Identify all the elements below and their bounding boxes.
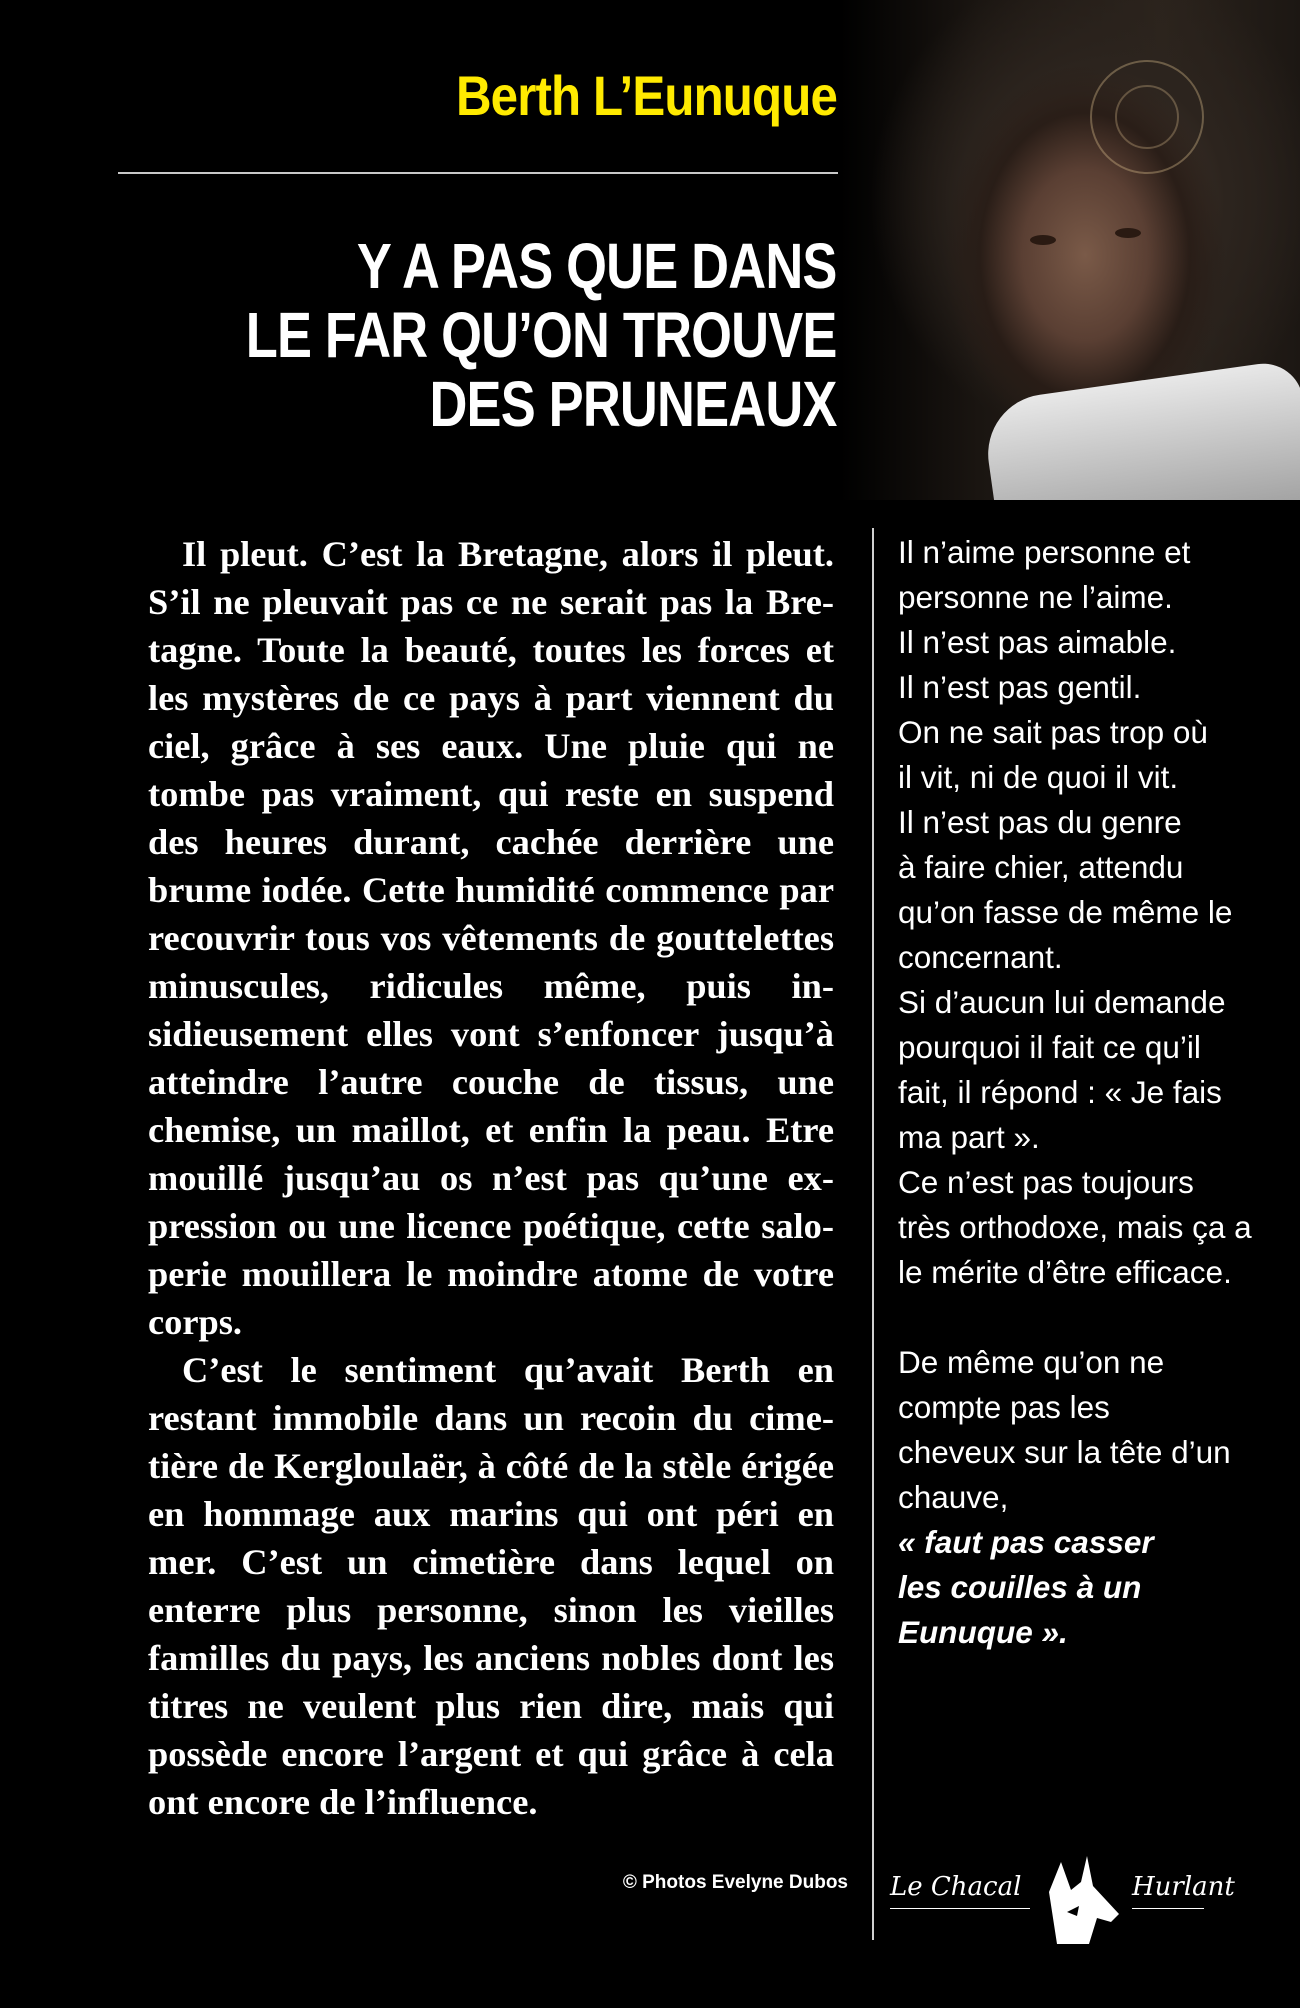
header-divider: [118, 172, 838, 174]
sidebar-line: Ce n’est pas toujours: [898, 1164, 1194, 1200]
logo-underline-1: [890, 1908, 1030, 1909]
paragraph-1: Il pleut. C’est la Bretagne, alors il pleut. S’il ne pleuvait pas ce ne serait pas la Bretagne. Toute la beauté, toutes les forces et les mystères de ce pays à part viennent du ciel, grâce à ses eaux. Une pluie qui ne tombe pas vraiment, qui reste en suspend des heures durant, cachée derrière une brume iodée. Cette humidité commence par recouvrir tous vos vêtements de gouttelettes minuscules, ridicules même, puis insidieusement elles vont s’enfoncer jusqu’à atteindre l’autre couche de tissus, une chemise, un maillot, et enfin la peau. Etre mouillé jusqu’au os n’est pas qu’une expression ou une licence poétique, cette saloperie mouillera le moindre atome de votre corps.: [148, 534, 834, 1342]
sidebar-quote-line: Eunuque ».: [898, 1614, 1068, 1650]
sidebar-line: De même qu’on ne: [898, 1344, 1165, 1380]
sidebar-line: cheveux sur la tête d’un: [898, 1434, 1231, 1470]
target-ring-inner-decoration: [1115, 85, 1179, 149]
portrait-shirt: [980, 359, 1300, 500]
sidebar-line: à faire chier, attendu: [898, 849, 1184, 885]
sidebar-quote-line: les couilles à un: [898, 1569, 1142, 1605]
sidebar-line: ma part ».: [898, 1119, 1040, 1155]
sidebar-line: le mérite d’être efficace.: [898, 1254, 1232, 1290]
portrait-right-eye: [1115, 228, 1141, 238]
sidebar-line: concernant.: [898, 939, 1063, 975]
title-line-1: Y A PAS QUE DANS: [357, 230, 837, 302]
sidebar-line: Si d’aucun lui demande: [898, 984, 1226, 1020]
portrait-left-eye: [1030, 235, 1056, 245]
sidebar-line: personne ne l’aime.: [898, 579, 1173, 615]
title-line-2: LE FAR QU’ON TROUVE: [246, 299, 837, 371]
author-name: Berth L’Eunuque: [455, 64, 837, 127]
sidebar-spacer: [898, 1295, 1258, 1340]
sidebar-line: Il n’est pas aimable.: [898, 624, 1177, 660]
main-text: [148, 530, 834, 1826]
sidebar-line: compte pas les: [898, 1389, 1110, 1425]
sidebar-line: Il n’est pas du genre: [898, 804, 1182, 840]
sidebar-text: [898, 530, 1258, 1655]
sidebar-line: pourquoi il fait ce qu’il: [898, 1029, 1201, 1065]
logo-word-2: Hurlant: [1132, 1872, 1235, 1902]
sidebar-line: qu’on fasse de même le: [898, 894, 1233, 930]
column-divider: [872, 528, 874, 1940]
jackal-head-icon: [1027, 1852, 1127, 1952]
photo-credit: © Photos Evelyne Dubos: [622, 1872, 848, 1893]
sidebar-line: très orthodoxe, mais ça a: [898, 1209, 1252, 1245]
sidebar-line: Il n’aime personne et: [898, 534, 1191, 570]
page-title: [246, 232, 837, 439]
sidebar-line: il vit, ni de quoi il vit.: [898, 759, 1179, 795]
sidebar-line: fait, il répond : « Je fais: [898, 1074, 1222, 1110]
paragraph-2: C’est le sentiment qu’avait Berth en restant immobile dans un recoin du cimetière de Kergloulaër, à côté de la stèle érigée en hommage aux marins qui ont péri en mer. C’est un cimetière dans lequel on enterre plus personne, sinon les vieilles familles du pays, les anciens nobles dont les titres ne veulent plus rien dire, mais qui possède encore l’argent et qui grâce à cela ont encore de l’influence.: [148, 1350, 834, 1822]
sidebar-line: chauve,: [898, 1479, 1009, 1515]
publisher-logo: [882, 1860, 1235, 1940]
sidebar-line: Il n’est pas gentil.: [898, 669, 1142, 705]
sidebar-quote-line: « faut pas casser: [898, 1524, 1154, 1560]
sidebar-line: On ne sait pas trop où: [898, 714, 1208, 750]
logo-underline-2: [1132, 1908, 1204, 1909]
author-portrait-photo: [840, 0, 1300, 500]
title-line-3: DES PRUNEAUX: [429, 368, 837, 440]
logo-word-1: Le Chacal: [890, 1872, 1022, 1902]
